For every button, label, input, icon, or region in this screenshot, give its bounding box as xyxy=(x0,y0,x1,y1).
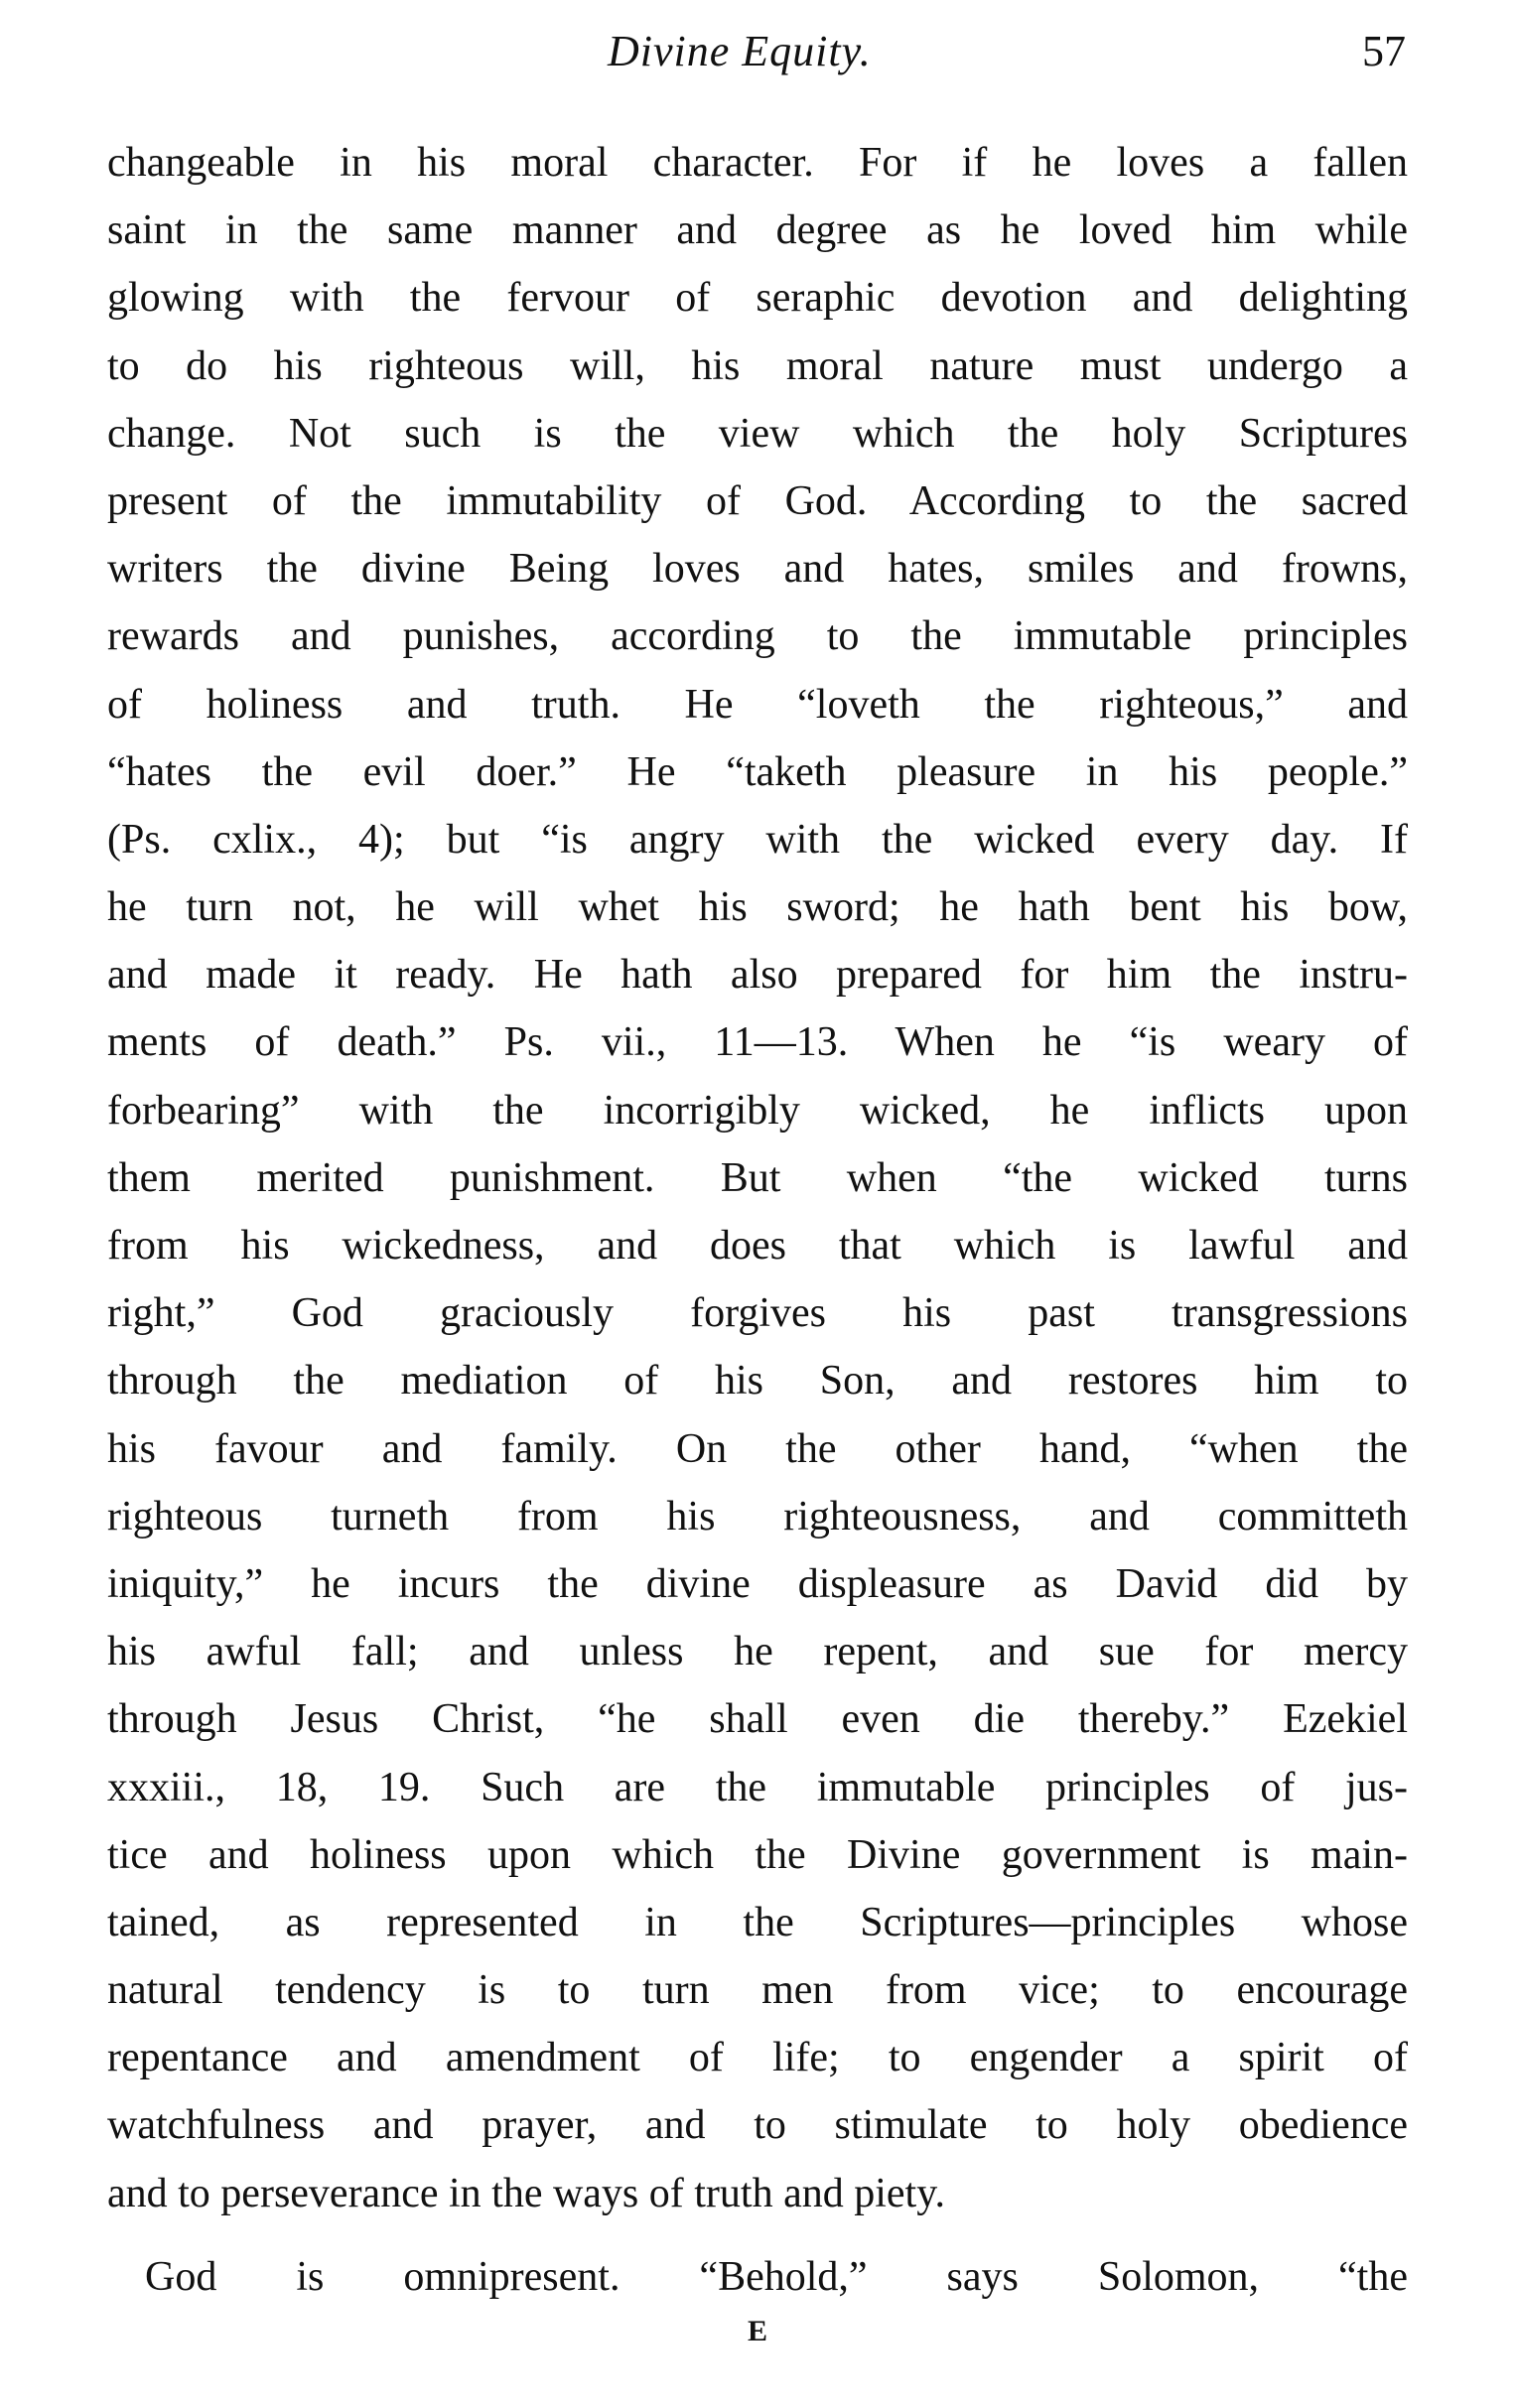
text-line: his awful fall; and unless he repent, and sue for mercy xyxy=(107,1629,1408,1675)
text-line: through the mediation of his Son, and restores him to xyxy=(107,1358,1408,1405)
text-line: rewards and punishes, according to the immutable principles xyxy=(107,613,1408,660)
text-line: saint in the same manner and degree as he loved him while xyxy=(107,207,1408,254)
paragraph xyxy=(107,129,1408,2227)
text-line: and made it ready. He hath also prepared for him the instru- xyxy=(107,952,1408,999)
text-line: he turn not, he will whet his sword; he hath bent his bow, xyxy=(107,884,1408,931)
text-line: to do his righteous will, his moral nature must undergo a xyxy=(107,342,1408,389)
text-line: righteous turneth from his righteousness, and committeth xyxy=(107,1493,1408,1539)
text-line: ments of death.” Ps. vii., 11—13. When he “is weary of xyxy=(107,1019,1408,1066)
text-line: present of the immutability of God. According to the sacred xyxy=(107,477,1408,524)
text-line: changeable in his moral character. For if he loves a fallen xyxy=(107,140,1408,186)
paragraph xyxy=(107,2243,1408,2311)
text-line: glowing with the fervour of seraphic devotion and delighting xyxy=(107,275,1408,322)
text-line: tice and holiness upon which the Divine government is main- xyxy=(107,1831,1408,1878)
text-line: tained, as represented in the Scriptures—principles whose xyxy=(107,1899,1408,1945)
page-header xyxy=(0,26,1517,85)
text-line: “hates the evil doer.” He “taketh pleasure in his people.” xyxy=(107,748,1408,795)
signature-mark: E xyxy=(747,2315,769,2347)
text-line: repentance and amendment of life; to engender a spirit of xyxy=(107,2035,1408,2081)
text-line: through Jesus Christ, “he shall even die thereby.” Ezekiel xyxy=(107,1696,1408,1743)
text-line: God is omnipresent. “Behold,” says Solomon, “the xyxy=(145,2253,1408,2300)
text-line: from his wickedness, and does that which is lawful and xyxy=(107,1223,1408,1269)
text-line: natural tendency is to turn men from vice; to encourage xyxy=(107,1967,1408,2014)
text-line: his favour and family. On the other hand, “when the xyxy=(107,1425,1408,1472)
paragraph-gap xyxy=(107,2227,1408,2243)
text-line: change. Not such is the view which the holy Scriptures xyxy=(107,410,1408,457)
text-line: and to perseverance in the ways of truth and piety. xyxy=(107,2170,945,2216)
text-line: xxxiii., 18, 19. Such are the immutable principles of jus- xyxy=(107,1764,1408,1810)
body-text xyxy=(107,129,1408,2311)
text-line: watchfulness and prayer, and to stimulate to holy obedience xyxy=(107,2102,1408,2149)
text-line: (Ps. cxlix., 4); but “is angry with the wicked every day. If xyxy=(107,816,1408,863)
text-line: forbearing” with the incorrigibly wicked, he inflicts upon xyxy=(107,1087,1408,1134)
text-line: writers the divine Being loves and hates, smiles and frowns, xyxy=(107,546,1408,593)
text-line: of holiness and truth. He “loveth the righteous,” and xyxy=(107,681,1408,728)
text-line: iniquity,” he incurs the divine displeasure as David did by xyxy=(107,1560,1408,1607)
running-title: Divine Equity. xyxy=(608,27,872,75)
text-line: right,” God graciously forgives his past transgressions xyxy=(107,1290,1408,1337)
page-number: 57 xyxy=(1362,27,1406,75)
text-line: them merited punishment. But when “the wicked turns xyxy=(107,1154,1408,1201)
